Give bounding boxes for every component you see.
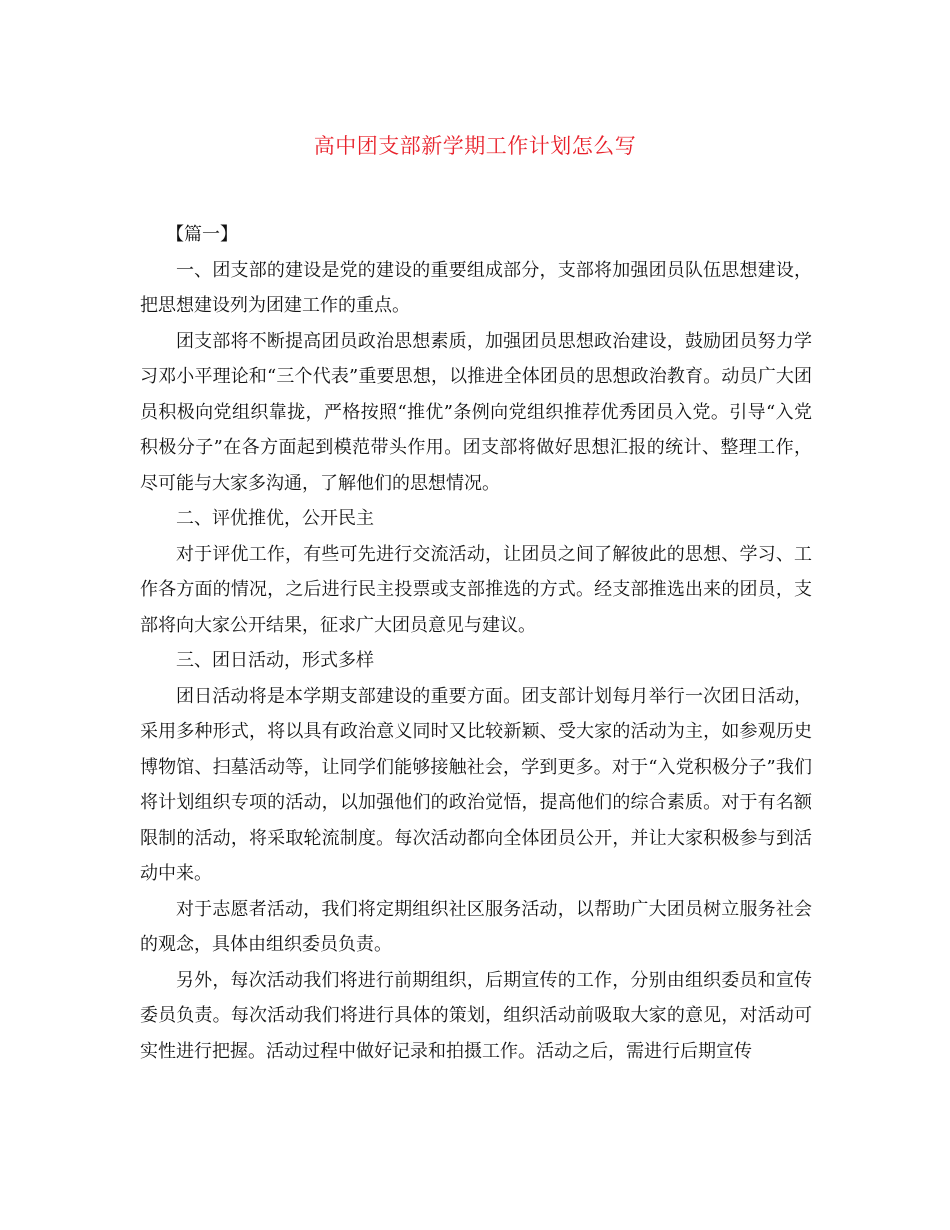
paragraph-1: 一、团支部的建设是党的建设的重要组成部分，支部将加强团员队伍思想建设，把思想建设列为团建工作的重点。 [140,259,812,316]
paragraph-7: 对于志愿者活动，我们将定期组织社区服务活动，以帮助广大团员树立服务社会的观念，具体由组织委员负责。 [140,898,812,955]
paragraph-6: 团日活动将是本学期支部建设的重要方面。团支部计划每月举行一次团日活动，采用多种形式，将以具有政治意义同时又比较新颖、受大家的活动为主，如参观历史博物馆、扫墓活动等，让同学们能够接触社会，学到更多。对于“入党积极分子”我们将计划组织专项的活动，以加强他们的政治觉悟，提高他们的综合素质。对于有名额限制的活动，将采取轮流制度。每次活动都向全体团员公开，并让大家积极参与到活动中来。 [140,685,812,884]
paragraph-4: 对于评优工作，有些可先进行交流活动，让团员之间了解彼此的思想、学习、工作各方面的情况，之后进行民主投票或支部推选的方式。经支部推选出来的团员，支部将向大家公开结果，征求广大团员意见与建议。 [140,543,812,636]
paragraph-2: 团支部将不断提高团员政治思想素质，加强团员思想政治建设，鼓励团员努力学习邓小平理论和“三个代表”重要思想，以推进全体团员的思想政治教育。动员广大团员积极向党组织靠拢，严格按照“推优”条例向党组织推荐优秀团员入党。引导“入党积极分子”在各方面起到模范带头作用。团支部将做好思想汇报的统计、整理工作，尽可能与大家多沟通，了解他们的思想情况。 [140,330,812,494]
document-body [140,217,812,1069]
paragraph-3-heading: 二、评优推优，公开民主 [176,508,374,529]
section-label: 【篇一】 [166,224,238,245]
paragraph-5-heading: 三、团日活动，形式多样 [176,650,374,671]
document-title: 高中团支部新学期工作计划怎么写 [313,134,637,158]
paragraph-8: 另外，每次活动我们将进行前期组织，后期宣传的工作，分别由组织委员和宣传委员负责。每次活动我们将进行具体的策划，组织活动前吸取大家的意见，对活动可实性进行把握。活动过程中做好记录和拍摄工作。活动之后，需进行后期宣传 [140,969,812,1062]
